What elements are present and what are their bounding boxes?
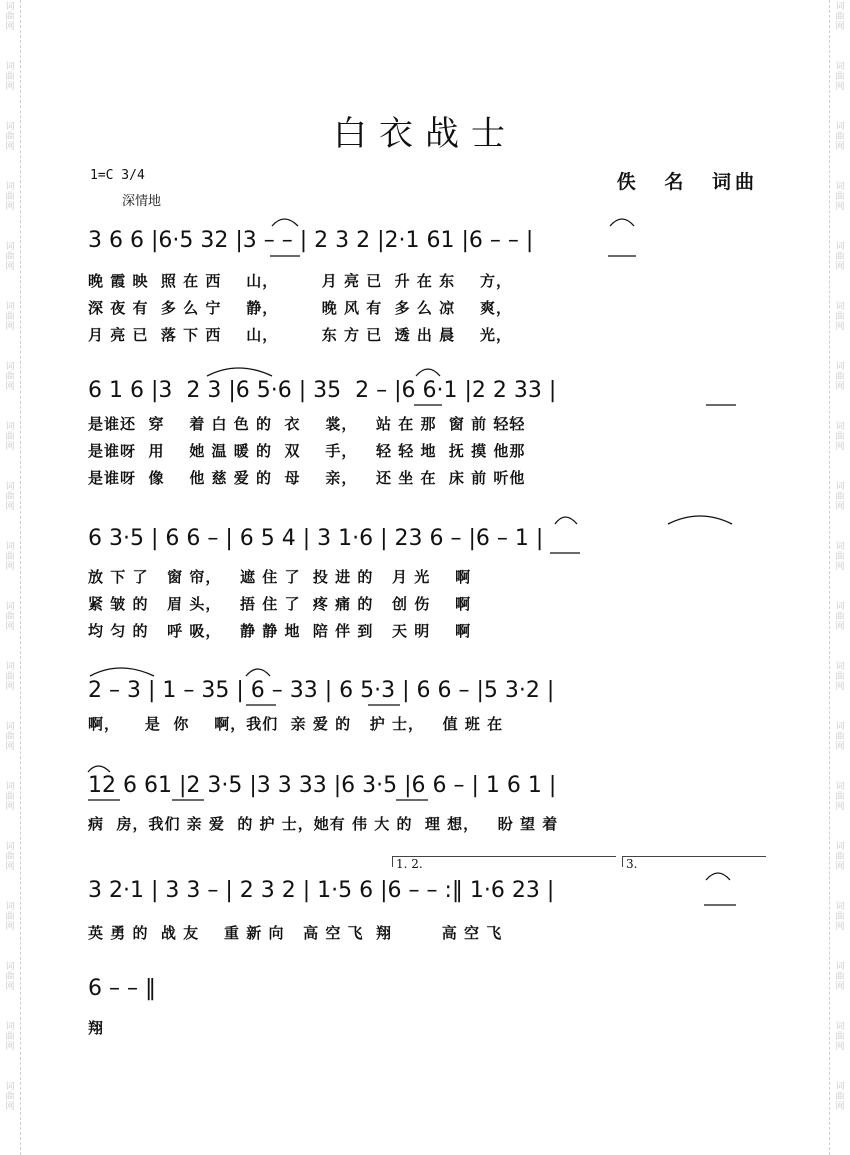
watermark-text: 词 曲 网 <box>5 482 15 512</box>
lyric-line-2-verse-2: 是谁呀 用 她 温 暖 的 双 手， 轻 轻 地 抚 摸 他那 <box>88 442 526 460</box>
watermark-text: 词 曲 网 <box>835 62 845 92</box>
watermark-text: 词 曲 网 <box>5 422 15 452</box>
watermark-text: 词 曲 网 <box>835 1022 845 1052</box>
credit-line: 佚 名 词曲 <box>616 171 758 193</box>
watermark-text: 词 曲 网 <box>835 242 845 272</box>
slur-mark <box>88 766 110 772</box>
watermark-text: 词 曲 网 <box>5 1022 15 1052</box>
volta-label-3: 3. <box>626 857 638 871</box>
watermark-text: 词 曲 网 <box>5 302 15 332</box>
watermark-text: 词 曲 网 <box>5 782 15 812</box>
slur-mark <box>246 669 270 676</box>
watermark-text: 词 曲 网 <box>5 842 15 872</box>
watermark-text: 词 曲 网 <box>835 602 845 632</box>
watermark-text: 词 曲 网 <box>5 1082 15 1112</box>
lyric-line-3-verse-1: 放 下 了 窗 帘， 遮 住 了 投 进 的 月 光 啊 <box>88 568 472 586</box>
notation-line-6: 3 2·1 | 3 3 – | 2 3 2 | 1·5 6 |6 – – :‖ 1·6 23 | <box>88 878 555 903</box>
slur-mark <box>610 219 634 226</box>
notation-line-1: 3 6 6 |6·5 32 |3 – – | 2 3 2 |2·1 61 |6 – – | <box>88 228 534 253</box>
watermark-text: 词 曲 网 <box>835 782 845 812</box>
slur-mark <box>555 517 577 524</box>
watermark-text: 词 曲 网 <box>5 902 15 932</box>
lyric-line-1-verse-3: 月 亮 已 落 下 西 山， 东 方 已 透 出 晨 光， <box>88 326 513 344</box>
lyric-line-4: 啊， 是 你 啊，我们 亲 爱 的 护 士， 值 班 在 <box>88 715 504 733</box>
watermark-text: 词 曲 网 <box>5 62 15 92</box>
slur-mark <box>706 873 730 880</box>
notation-line-3: 6 3·5 | 6 6 – | 6 5 4 | 3 1·6 | 23 6 – |6 – 1 | <box>88 526 544 551</box>
notation-line-5: 12 6 61 |2 3·5 |3 3 33 |6 3·5 |6 6 – | 1 6 1 | <box>88 773 557 798</box>
slur-mark <box>416 369 440 376</box>
lyric-line-2-verse-1: 是谁还 穿 着 白 色 的 衣 裳， 站 在 那 窗 前 轻轻 <box>88 415 526 433</box>
lyric-line-6: 英 勇 的 战 友 重 新 向 高 空 飞 翔 高 空 飞 <box>88 924 503 942</box>
watermark-text: 词 曲 网 <box>835 482 845 512</box>
watermark-text: 词 曲 网 <box>835 722 845 752</box>
watermark-text: 词 曲 网 <box>5 2 15 32</box>
slur-mark <box>207 368 272 376</box>
watermark-text: 词 曲 网 <box>835 1082 845 1112</box>
slur-mark <box>272 219 298 226</box>
slur-mark <box>90 668 154 676</box>
watermark-text: 词 曲 网 <box>835 122 845 152</box>
watermark-text: 词 曲 网 <box>5 542 15 572</box>
watermark-text: 词 曲 网 <box>5 122 15 152</box>
lyric-line-2-verse-3: 是谁呀 像 他 慈 爱 的 母 亲， 还 坐 在 床 前 听他 <box>88 469 526 487</box>
notation-line-7: 6 – – ‖ <box>88 976 156 1001</box>
watermark-text: 词 曲 网 <box>835 362 845 392</box>
watermark-text: 词 曲 网 <box>835 542 845 572</box>
watermark-text: 词 曲 网 <box>835 662 845 692</box>
watermark-text: 词 曲 网 <box>5 962 15 992</box>
watermark-text: 词 曲 网 <box>5 242 15 272</box>
watermark-text: 词 曲 网 <box>835 842 845 872</box>
lyric-line-5: 病 房，我们 亲 爱 的 护 士，她有 伟 大 的 理 想， 盼 望 着 <box>88 815 559 833</box>
lyric-line-7: 翔 <box>88 1019 105 1037</box>
lyric-line-1-verse-2: 深 夜 有 多 么 宁 静， 晚 风 有 多 么 凉 爽， <box>88 299 513 317</box>
watermark-text: 词 曲 网 <box>5 182 15 212</box>
lyric-line-3-verse-3: 均 匀 的 呼 吸， 静 静 地 陪 伴 到 天 明 啊 <box>88 622 472 640</box>
watermark-text: 词 曲 网 <box>835 962 845 992</box>
watermark-text: 词 曲 网 <box>5 602 15 632</box>
watermark-text: 词 曲 网 <box>5 662 15 692</box>
lyric-line-3-verse-2: 紧 皱 的 眉 头， 捂 住 了 疼 痛 的 创 伤 啊 <box>88 595 472 613</box>
watermark-text: 词 曲 网 <box>835 902 845 932</box>
volta-label-1-2: 1. 2. <box>396 857 423 871</box>
watermark-text: 词 曲 网 <box>5 722 15 752</box>
tempo-marking: 深情地 <box>122 194 162 209</box>
watermark-text: 词 曲 网 <box>835 182 845 212</box>
slur-mark <box>668 516 732 524</box>
watermark-text: 词 曲 网 <box>835 302 845 332</box>
notation-line-4: 2 – 3 | 1 – 35 | 6 – 33 | 6 5·3 | 6 6 – |5 3·2 | <box>88 678 555 703</box>
notation-line-2: 6 1 6 |3 2 3 |6 5·6 | 35 2 – |6 6·1 |2 2 33 | <box>88 378 557 403</box>
key-signature: 1=C 3/4 <box>90 168 145 183</box>
lyric-line-1-verse-1: 晚 霞 映 照 在 西 山， 月 亮 已 升 在 东 方， <box>88 272 513 290</box>
watermark-text: 词 曲 网 <box>5 362 15 392</box>
watermark-text: 词 曲 网 <box>835 2 845 32</box>
watermark-text: 词 曲 网 <box>835 422 845 452</box>
song-title: 白衣战士 <box>333 114 517 154</box>
